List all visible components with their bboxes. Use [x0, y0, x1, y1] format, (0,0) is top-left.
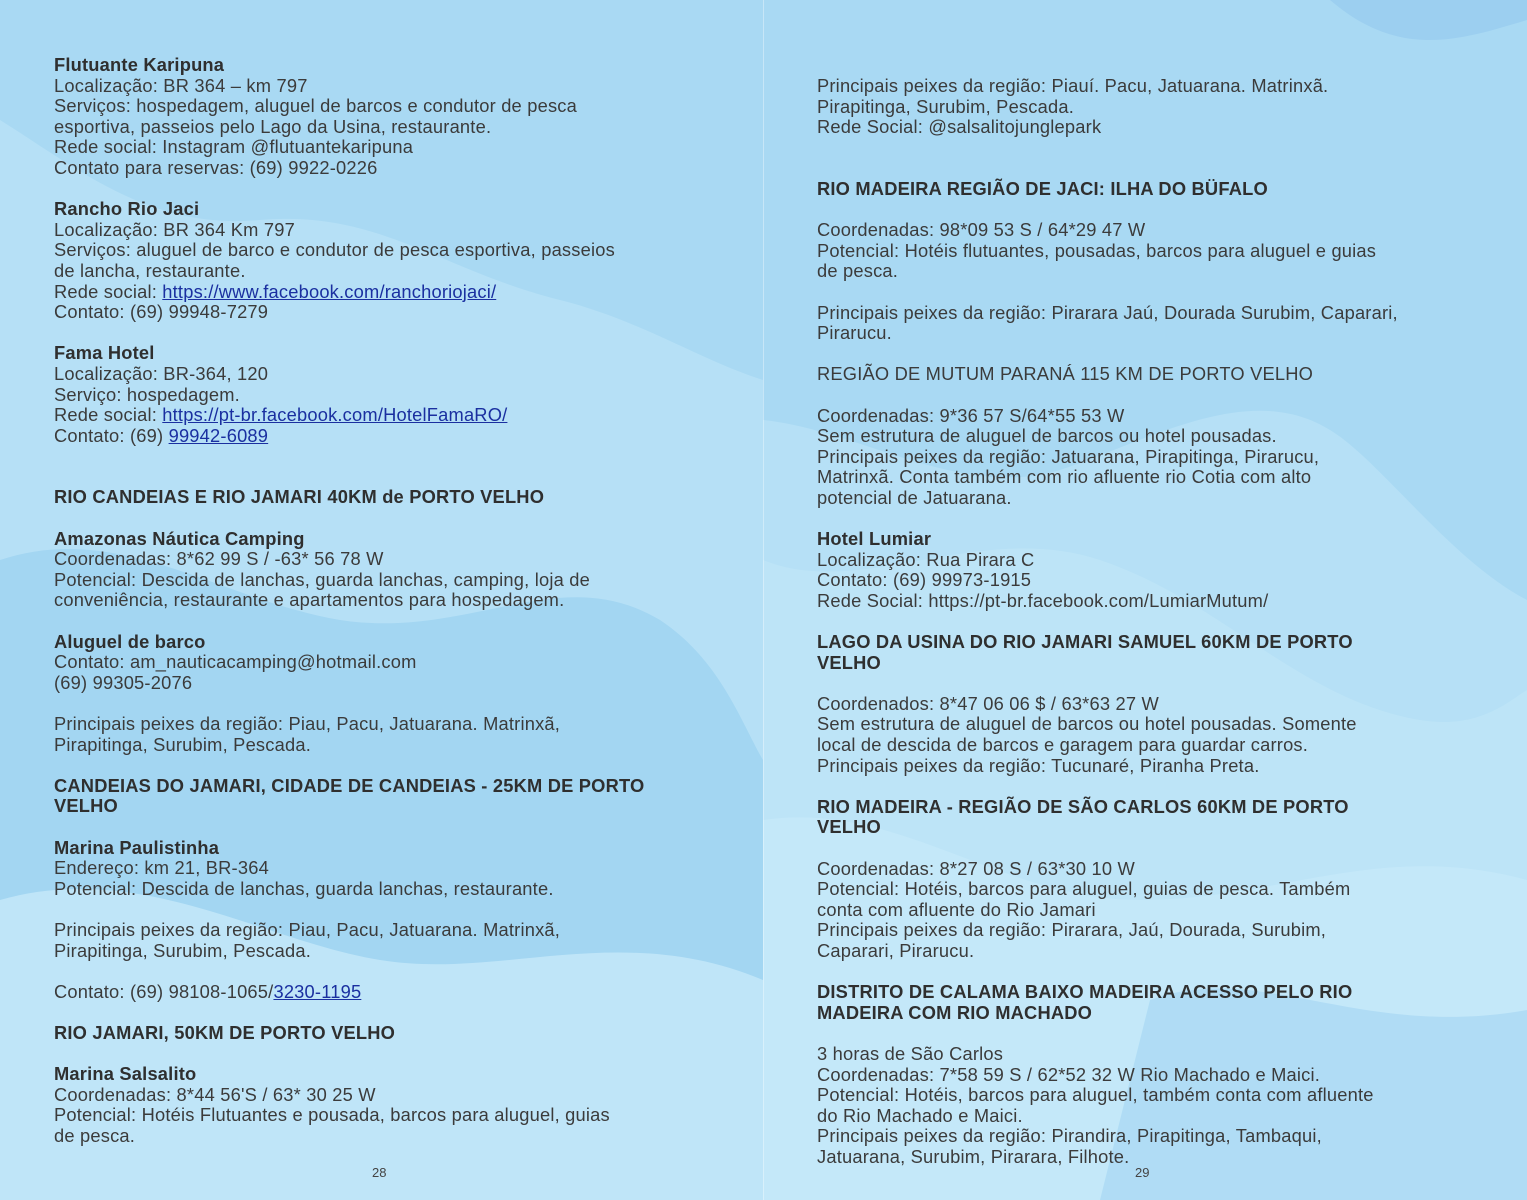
text-line: conveniência, restaurante e apartamentos para hospedagem. [54, 589, 565, 611]
text-line: Contato para reservas: (69) 9922-0226 [54, 156, 378, 178]
section-heading: DISTRITO DE CALAMA BAIXO MADEIRA ACESSO PELO RIO [817, 981, 1353, 1003]
text-line: Contato: (69) 99973-1915 [817, 569, 1032, 591]
text-line: Contato: am_nauticacamping@hotmail.com [54, 651, 417, 673]
text-line: Coordenadas: 98*09 53 S / 64*29 47 W [817, 219, 1146, 241]
text-line: Caparari, Pirarucu. [817, 939, 975, 961]
page-number: 28 [372, 1165, 387, 1180]
text-line: Potencial: Hotéis flutuantes, pousadas, barcos para aluguel e guias [817, 239, 1377, 261]
text-line: Rede Social: https://pt-br.facebook.com/LumiarMutum/ [817, 589, 1269, 611]
text-line: Coordenadas: 8*44 56'S / 63* 30 25 W [54, 1083, 376, 1105]
text-line: Pirarucu. [817, 322, 892, 344]
text-line: Jatuarana, Surubim, Pirarara, Filhote. [817, 1145, 1130, 1167]
left-page [0, 0, 763, 1200]
text-line: Potencial: Hotéis, barcos para aluguel, também conta com afluente [817, 1084, 1374, 1106]
section-heading: VELHO [54, 795, 118, 817]
text-line: conta com afluente do Rio Jamari [817, 898, 1096, 920]
section-heading: RIO CANDEIAS E RIO JAMARI 40KM de PORTO VELHO [54, 486, 545, 508]
text-line: Matrinxã. Conta também com rio afluente rio Cotia com alto [817, 466, 1312, 488]
section-title: Amazonas Náutica Camping [54, 527, 305, 549]
text-line: Endereço: km 21, BR-364 [54, 857, 269, 879]
left-column [54, 55, 724, 1146]
text-line: Principais peixes da região: Piau, Pacu, Jatuarana. Matrinxã, [54, 713, 561, 734]
contact-prefix: Contato: (69) [54, 424, 169, 446]
text-line: Principais peixes da região: Pirarara Jaú, Dourada Surubim, Caparari, [817, 301, 1398, 323]
text-line [54, 982, 724, 1003]
text-line: (69) 99305-2076 [54, 671, 193, 693]
text-line [54, 282, 724, 303]
facebook-link-ranchoriojaci[interactable]: https://www.facebook.com/ranchoriojaci/ [162, 280, 497, 302]
text-line: Pirapitinga, Surubim, Pescada. [817, 95, 1074, 117]
page-number: 29 [1135, 1165, 1150, 1180]
text-line: Potencial: Descida de lanchas, guarda lanchas, restaurante. [54, 877, 554, 899]
phone-link[interactable]: 99942-6089 [168, 424, 269, 446]
text-line: 3 horas de São Carlos [817, 1042, 1004, 1064]
text-line: Contato: (69) 99948-7279 [54, 301, 269, 323]
section-heading: VELHO [817, 651, 881, 673]
section-heading: CANDEIAS DO JAMARI, CIDADE DE CANDEIAS - 25KM DE PORTO [54, 774, 645, 796]
text-line [54, 426, 724, 447]
section-heading: RIO MADEIRA - REGIÃO DE SÃO CARLOS 60KM DE PORTO [817, 795, 1349, 817]
text-line: Principais peixes da região: Pirandira, Pirapitinga, Tambaqui, [817, 1125, 1322, 1147]
section-title: Fama Hotel [54, 342, 155, 364]
text-line: esportiva, passeios pelo Lago da Usina, restaurante. [54, 115, 492, 137]
section-heading: RIO MADEIRA REGIÃO DE JACI: ILHA DO BÜFALO [817, 177, 1268, 199]
text-line: Localização: BR 364 Km 797 [54, 218, 295, 240]
right-page [764, 0, 1527, 1200]
section-title: Flutuante Karipuna [54, 54, 225, 75]
section-heading: RIO JAMARI, 50KM DE PORTO VELHO [54, 1021, 396, 1043]
text-line: Principais peixes da região: Piauí. Pacu, Jatuarana. Matrinxã. [817, 75, 1329, 96]
text-line: Pirapitinga, Surubim, Pescada. [54, 733, 311, 755]
section-heading: VELHO [817, 816, 881, 838]
text-line: Principais peixes da região: Tucunaré, Piranha Preta. [817, 754, 1260, 776]
facebook-link-hotelfama[interactable]: https://pt-br.facebook.com/HotelFamaRO/ [162, 404, 508, 426]
text-line: Localização: Rua Pirara C [817, 548, 1035, 570]
text-line: Coordenadas: 9*36 57 S/64*55 53 W [817, 404, 1125, 426]
text-line: Coordenadas: 8*27 08 S / 63*30 10 W [817, 857, 1135, 879]
text-line: Localização: BR 364 – km 797 [54, 74, 308, 96]
right-column [817, 76, 1489, 1167]
section-title: Marina Salsalito [54, 1063, 197, 1085]
section-heading: LAGO DA USINA DO RIO JAMARI SAMUEL 60KM DE PORTO [817, 631, 1353, 653]
text-line: Pirapitinga, Surubim, Pescada. [54, 939, 311, 961]
text-line: Potencial: Descida de lanchas, guarda lanchas, camping, loja de [54, 568, 590, 590]
text-line: de pesca. [817, 260, 899, 282]
text-line: Principais peixes da região: Piau, Pacu, Jatuarana. Matrinxã, [54, 918, 561, 940]
link-prefix: Rede social: [54, 280, 163, 302]
text-line: Sem estrutura de aluguel de barcos ou hotel pousadas. [817, 425, 1277, 447]
text-line: Potencial: Hotéis, barcos para aluguel, guias de pesca. Também [817, 878, 1351, 900]
text-line: Serviços: hospedagem, aluguel de barcos e condutor de pesca [54, 95, 577, 117]
section-heading: REGIÃO DE MUTUM PARANÁ 115 KM DE PORTO VELHO [817, 363, 1314, 385]
section-title: Marina Paulistinha [54, 836, 220, 858]
text-line: Potencial: Hotéis Flutuantes e pousada, barcos para aluguel, guias [54, 1104, 610, 1126]
section-heading: MADEIRA COM RIO MACHADO [817, 1001, 1093, 1023]
text-line: Sem estrutura de aluguel de barcos ou hotel pousadas. Somente [817, 713, 1357, 735]
phone-link[interactable]: 3230-1195 [273, 980, 362, 1002]
text-line: Principais peixes da região: Pirarara, Jaú, Dourada, Surubim, [817, 919, 1327, 941]
text-line: Rede Social: @salsalitojunglepark [817, 116, 1102, 138]
section-title: Hotel Lumiar [817, 528, 932, 550]
section-title: Rancho Rio Jaci [54, 198, 200, 220]
link-prefix: Rede social: [54, 404, 163, 426]
text-line: do Rio Machado e Maici. [817, 1104, 1023, 1126]
text-line: Coordenados: 8*47 06 06 $ / 63*63 27 W [817, 692, 1159, 714]
section-title: Aluguel de barco [54, 630, 206, 652]
text-line: Principais peixes da região: Jatuarana, Pirapitinga, Pirarucu, [817, 445, 1320, 467]
text-line: de pesca. [54, 1124, 136, 1146]
text-line: de lancha, restaurante. [54, 259, 246, 281]
text-line: Localização: BR-364, 120 [54, 362, 269, 384]
text-line [54, 405, 724, 426]
text-line: Serviço: hospedagem. [54, 383, 240, 405]
text-line: Coordenadas: 7*58 59 S / 62*52 32 W Rio Machado e Maici. [817, 1063, 1321, 1085]
text-line: local de descida de barcos e garagem para guardar carros. [817, 734, 1309, 755]
text-line: Coordenadas: 8*62 99 S / -63* 56 78 W [54, 548, 384, 570]
text-line: Serviços: aluguel de barco e condutor de pesca esportiva, passeios [54, 239, 615, 261]
text-line: potencial de Jatuarana. [817, 486, 1012, 508]
contact-prefix: Contato: (69) 98108-1065/ [54, 980, 274, 1002]
text-line: Rede social: Instagram @flutuantekaripuna [54, 136, 414, 158]
